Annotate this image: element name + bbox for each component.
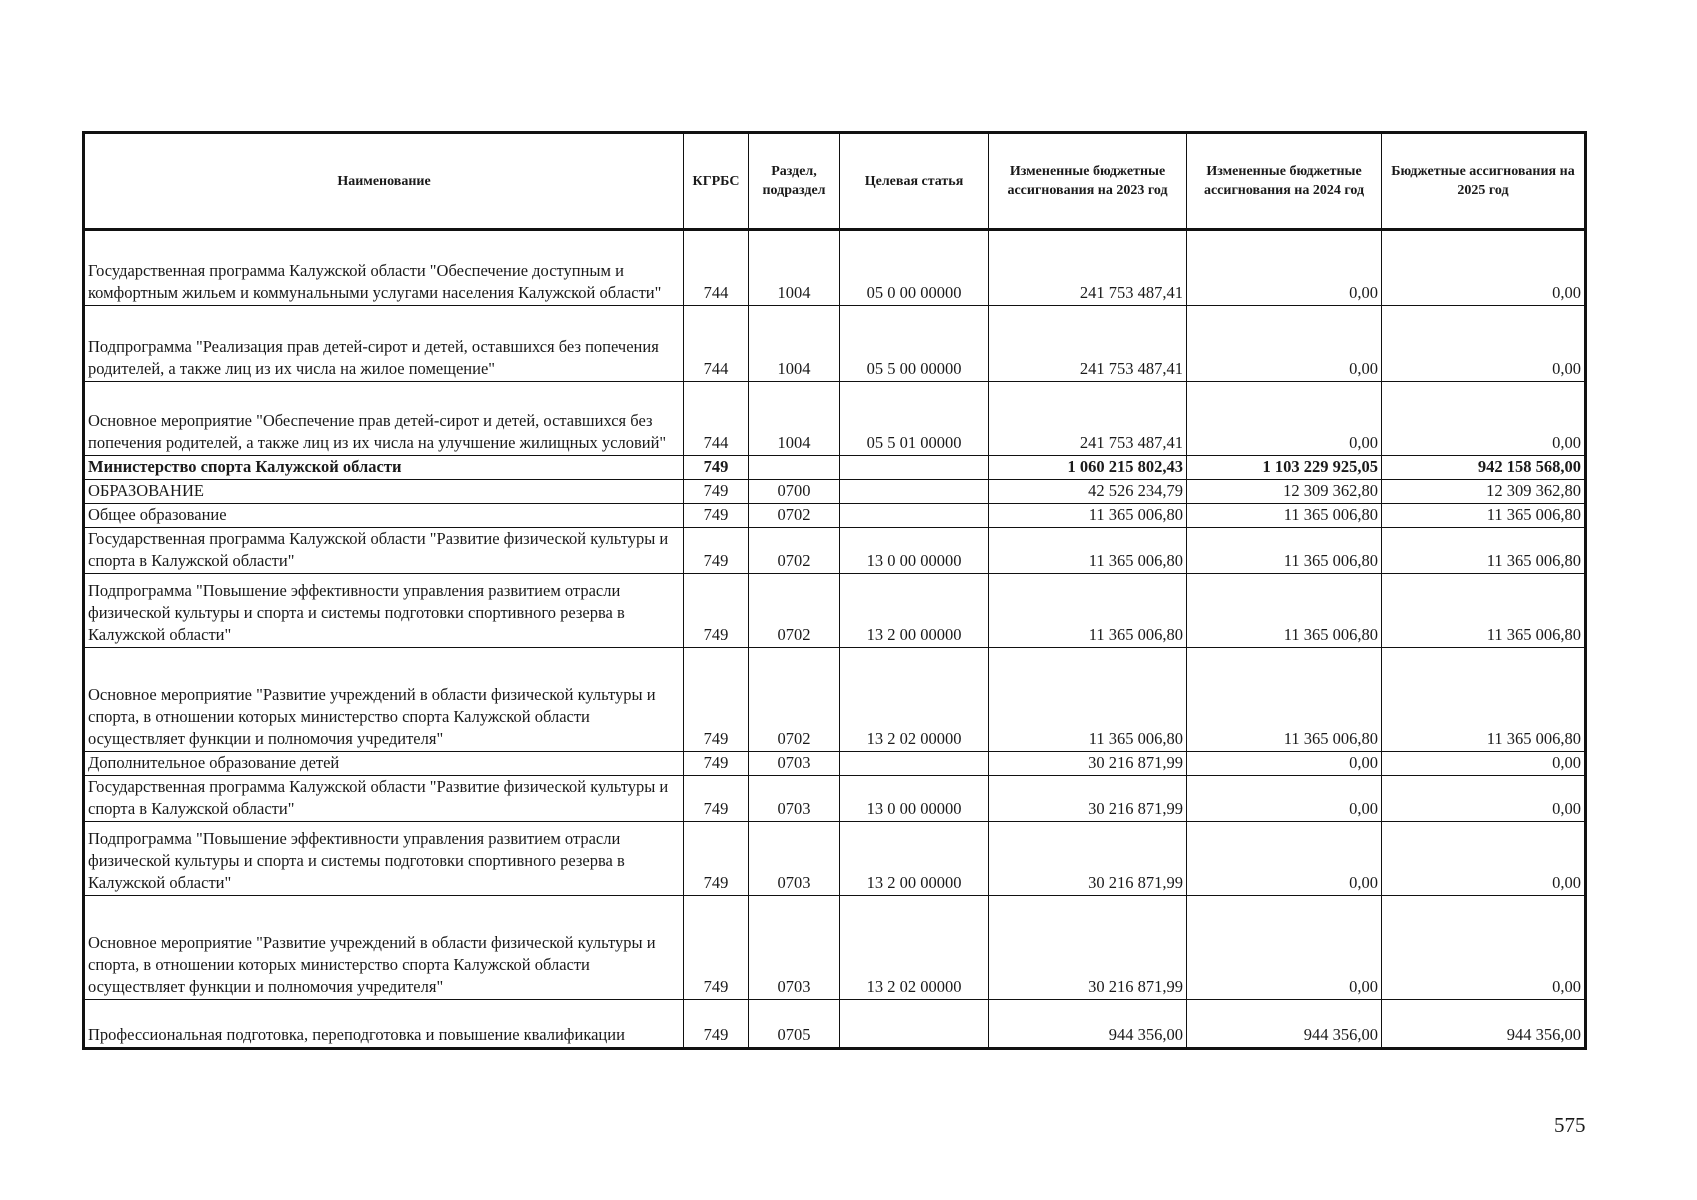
row-section: 1004: [749, 382, 840, 456]
row-target: 13 2 00 00000: [840, 574, 989, 648]
row-amount-2023: 42 526 234,79: [989, 480, 1187, 504]
row-amount-2025: 11 365 006,80: [1382, 574, 1586, 648]
row-name: Профессиональная подготовка, переподготовка и повышение квалификации: [84, 1000, 684, 1049]
row-amount-2024: 0,00: [1187, 896, 1382, 1000]
header-kgrbs: КГРБС: [684, 133, 749, 230]
row-name: Основное мероприятие "Развитие учреждений в области физической культуры и спорта, в отношении которых министерство спорта Калужской области осуществляет функции и полномочия учредителя": [84, 648, 684, 752]
row-amount-2023: 944 356,00: [989, 1000, 1187, 1049]
table-row: [84, 528, 1586, 574]
row-kgrbs: 749: [684, 1000, 749, 1049]
row-name: ОБРАЗОВАНИЕ: [84, 480, 684, 504]
row-amount-2024: 0,00: [1187, 230, 1382, 306]
row-section: 1004: [749, 306, 840, 382]
table-row: [84, 306, 1586, 382]
table-row: [84, 574, 1586, 648]
row-amount-2024: 0,00: [1187, 382, 1382, 456]
row-target: [840, 480, 989, 504]
table-row: [84, 230, 1586, 306]
table-row: [84, 456, 1586, 480]
table-row: [84, 776, 1586, 822]
row-amount-2025: 11 365 006,80: [1382, 528, 1586, 574]
row-amount-2025: 0,00: [1382, 822, 1586, 896]
row-target: 05 0 00 00000: [840, 230, 989, 306]
row-name: Государственная программа Калужской области "Развитие физической культуры и спорта в Калужской области": [84, 776, 684, 822]
row-name: Подпрограмма "Повышение эффективности управления развитием отрасли физической культуры и спорта и системы подготовки спортивного резерва в Калужской области": [84, 822, 684, 896]
row-target: [840, 752, 989, 776]
row-name: Государственная программа Калужской области "Обеспечение доступным и комфортным жильем и коммунальными услугами населения Калужской области": [84, 230, 684, 306]
row-amount-2025: 0,00: [1382, 752, 1586, 776]
row-kgrbs: 744: [684, 306, 749, 382]
header-name: Наименование: [84, 133, 684, 230]
row-target: 13 2 00 00000: [840, 822, 989, 896]
row-amount-2023: 241 753 487,41: [989, 382, 1187, 456]
row-section: 0702: [749, 574, 840, 648]
row-section: 1004: [749, 230, 840, 306]
row-amount-2023: 30 216 871,99: [989, 752, 1187, 776]
row-target: 13 0 00 00000: [840, 776, 989, 822]
row-amount-2023: 30 216 871,99: [989, 776, 1187, 822]
row-amount-2024: 11 365 006,80: [1187, 648, 1382, 752]
row-target: [840, 456, 989, 480]
row-section: 0703: [749, 822, 840, 896]
row-kgrbs: 749: [684, 528, 749, 574]
row-amount-2025: 944 356,00: [1382, 1000, 1586, 1049]
table-row: [84, 752, 1586, 776]
header-2023: Измененные бюджетные ассигнования на 2023 год: [989, 133, 1187, 230]
row-name: Дополнительное образование детей: [84, 752, 684, 776]
row-target: 05 5 00 00000: [840, 306, 989, 382]
row-kgrbs: 749: [684, 776, 749, 822]
row-kgrbs: 749: [684, 822, 749, 896]
row-target: 13 2 02 00000: [840, 648, 989, 752]
row-target: [840, 504, 989, 528]
row-name: Подпрограмма "Повышение эффективности управления развитием отрасли физической культуры и спорта и системы подготовки спортивного резерва в Калужской области": [84, 574, 684, 648]
table-row: [84, 1000, 1586, 1049]
row-amount-2024: 0,00: [1187, 776, 1382, 822]
row-amount-2023: 30 216 871,99: [989, 822, 1187, 896]
budget-table: [82, 131, 1587, 1050]
row-section: 0702: [749, 528, 840, 574]
row-target: 05 5 01 00000: [840, 382, 989, 456]
row-amount-2023: 11 365 006,80: [989, 648, 1187, 752]
row-section: 0702: [749, 504, 840, 528]
row-target: [840, 1000, 989, 1049]
row-amount-2024: 12 309 362,80: [1187, 480, 1382, 504]
row-amount-2024: 0,00: [1187, 822, 1382, 896]
row-section: [749, 456, 840, 480]
row-target: 13 2 02 00000: [840, 896, 989, 1000]
header-section: Раздел, подраздел: [749, 133, 840, 230]
row-amount-2024: 0,00: [1187, 752, 1382, 776]
row-amount-2025: 11 365 006,80: [1382, 504, 1586, 528]
table-row: [84, 504, 1586, 528]
row-name: Общее образование: [84, 504, 684, 528]
row-section: 0703: [749, 776, 840, 822]
row-amount-2024: 11 365 006,80: [1187, 528, 1382, 574]
row-amount-2025: 0,00: [1382, 776, 1586, 822]
table-header-row: [84, 133, 1586, 230]
row-amount-2024: 944 356,00: [1187, 1000, 1382, 1049]
header-target: Целевая статья: [840, 133, 989, 230]
row-amount-2024: 1 103 229 925,05: [1187, 456, 1382, 480]
row-name: Государственная программа Калужской области "Развитие физической культуры и спорта в Калужской области": [84, 528, 684, 574]
row-kgrbs: 744: [684, 382, 749, 456]
table-row: [84, 896, 1586, 1000]
row-section: 0703: [749, 752, 840, 776]
row-target: 13 0 00 00000: [840, 528, 989, 574]
table-row: [84, 648, 1586, 752]
row-amount-2025: 0,00: [1382, 230, 1586, 306]
row-amount-2023: 11 365 006,80: [989, 574, 1187, 648]
row-amount-2023: 241 753 487,41: [989, 230, 1187, 306]
row-amount-2023: 241 753 487,41: [989, 306, 1187, 382]
row-kgrbs: 749: [684, 456, 749, 480]
row-section: 0703: [749, 896, 840, 1000]
row-name: Министерство спорта Калужской области: [84, 456, 684, 480]
row-name: Основное мероприятие "Развитие учреждений в области физической культуры и спорта, в отношении которых министерство спорта Калужской области осуществляет функции и полномочия учредителя": [84, 896, 684, 1000]
row-name: Подпрограмма "Реализация прав детей-сирот и детей, оставшихся без попечения родителей, а также лиц из их числа на жилое помещение": [84, 306, 684, 382]
row-amount-2024: 0,00: [1187, 306, 1382, 382]
row-amount-2025: 942 158 568,00: [1382, 456, 1586, 480]
row-kgrbs: 749: [684, 648, 749, 752]
row-amount-2025: 0,00: [1382, 306, 1586, 382]
row-name: Основное мероприятие "Обеспечение прав детей-сирот и детей, оставшихся без попечения родителей, а также лиц из их числа на улучшение жилищных условий": [84, 382, 684, 456]
row-kgrbs: 749: [684, 504, 749, 528]
table-row: [84, 822, 1586, 896]
row-amount-2023: 1 060 215 802,43: [989, 456, 1187, 480]
row-section: 0705: [749, 1000, 840, 1049]
row-amount-2023: 11 365 006,80: [989, 528, 1187, 574]
table-row: [84, 480, 1586, 504]
row-amount-2023: 11 365 006,80: [989, 504, 1187, 528]
row-kgrbs: 749: [684, 574, 749, 648]
row-amount-2023: 30 216 871,99: [989, 896, 1187, 1000]
row-kgrbs: 749: [684, 480, 749, 504]
row-section: 0702: [749, 648, 840, 752]
header-2024: Измененные бюджетные ассигнования на 2024 год: [1187, 133, 1382, 230]
row-kgrbs: 744: [684, 230, 749, 306]
row-section: 0700: [749, 480, 840, 504]
row-kgrbs: 749: [684, 752, 749, 776]
row-amount-2025: 0,00: [1382, 382, 1586, 456]
row-amount-2025: 11 365 006,80: [1382, 648, 1586, 752]
row-amount-2024: 11 365 006,80: [1187, 504, 1382, 528]
row-amount-2025: 12 309 362,80: [1382, 480, 1586, 504]
header-2025: Бюджетные ассигнования на 2025 год: [1382, 133, 1586, 230]
row-amount-2024: 11 365 006,80: [1187, 574, 1382, 648]
table-row: [84, 382, 1586, 456]
row-amount-2025: 0,00: [1382, 896, 1586, 1000]
row-kgrbs: 749: [684, 896, 749, 1000]
page-number: 575: [1554, 1113, 1586, 1137]
